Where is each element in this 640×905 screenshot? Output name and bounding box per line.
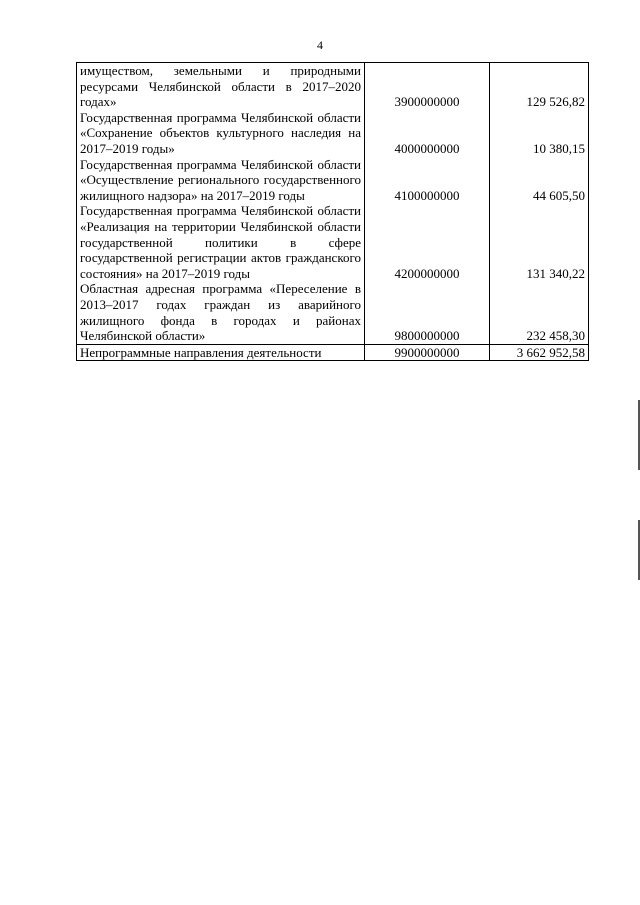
row-amount: 3 662 952,58	[490, 344, 589, 361]
row-amount: 232 458,30	[490, 281, 589, 344]
row-code: 9800000000	[365, 281, 490, 344]
row-code: 9900000000	[365, 344, 490, 361]
row-amount: 129 526,82	[490, 63, 589, 110]
table-row	[77, 281, 589, 344]
page-number: 4	[317, 38, 323, 52]
table-row	[77, 157, 589, 204]
table-row	[77, 203, 589, 281]
row-name: имуществом, земельными и природными ресурсами Челябинской области в 2017–2020 годах»	[77, 63, 365, 110]
row-amount: 10 380,15	[490, 110, 589, 157]
budget-table	[76, 62, 589, 361]
row-name: Государственная программа Челябинской области «Осуществление регионального государственного жилищного надзора» на 2017–2019 годы	[77, 157, 365, 204]
row-name: Государственная программа Челябинской области «Сохранение объектов культурного наследия на 2017–2019 годы»	[77, 110, 365, 157]
table-row	[77, 63, 589, 110]
row-amount: 44 605,50	[490, 157, 589, 204]
row-amount: 131 340,22	[490, 203, 589, 281]
table-row	[77, 344, 589, 361]
row-code: 4100000000	[365, 157, 490, 204]
row-code: 4200000000	[365, 203, 490, 281]
row-name: Областная адресная программа «Переселение в 2013–2017 годах граждан из аварийного жилищного фонда в городах и районах Челябинской области»	[77, 281, 365, 344]
row-code: 4000000000	[365, 110, 490, 157]
row-code: 3900000000	[365, 63, 490, 110]
row-name: Государственная программа Челябинской области «Реализация на территории Челябинской области государственной политики в сфере государственной регистрации актов гражданского состояния» на 2017–2019 годы	[77, 203, 365, 281]
row-name: Непрограммные направления деятельности	[77, 344, 365, 361]
table-row	[77, 110, 589, 157]
